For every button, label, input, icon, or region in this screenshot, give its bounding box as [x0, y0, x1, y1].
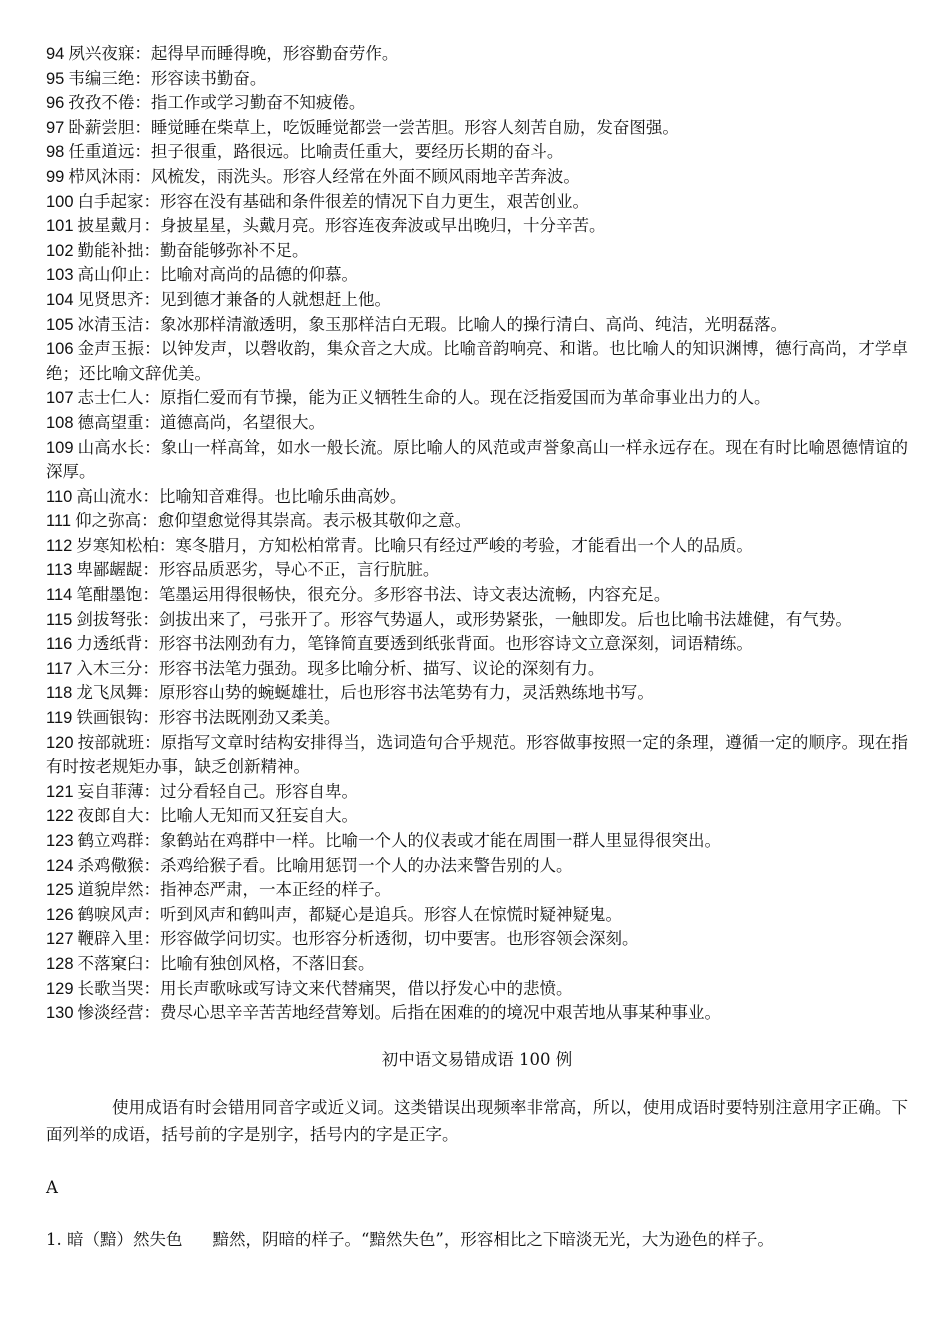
entry-number: 96	[46, 94, 65, 113]
idiom-entry	[46, 1001, 908, 1026]
entry-text: 栉风沐雨：风梳发，雨洗头。形容人经常在外面不顾风雨地辛苦奔波。	[68, 166, 580, 186]
idiom-entry	[46, 485, 908, 510]
idiom-entry	[46, 116, 908, 141]
entry-number: 109	[46, 438, 74, 457]
entry-number: 120	[46, 733, 74, 752]
entry-text: 夜郎自大：比喻人无知而又狂妄自大。	[77, 806, 359, 826]
idiom-entry	[46, 804, 908, 829]
entry-number: 115	[46, 610, 73, 629]
entry-text: 鞭辟入里：形容做学问切实。也形容分析透彻，切中要害。也形容领会深刻。	[77, 929, 639, 949]
idiom-entry	[46, 165, 908, 190]
entry-text: 不落窠臼：比喻有独创风格，不落旧套。	[77, 953, 375, 973]
entry-text: 韦编三绝：形容读书勤奋。	[68, 68, 267, 88]
entry-text: 仰之弥高：愈仰望愈觉得其崇高。表示极其敬仰之意。	[75, 511, 472, 531]
entry-number: 108	[46, 413, 74, 432]
entry-text: 白手起家：形容在没有基础和条件很差的情况下自力更生，艰苦创业。	[77, 191, 590, 211]
entry-number: 105	[46, 315, 74, 334]
entry-text: 笔酣墨饱：笔墨运用得很畅快，很充分。多形容书法、诗文表达流畅，内容充足。	[76, 585, 671, 605]
entry-number: 130	[46, 1004, 74, 1023]
example-explanation: 黯然，阴暗的样子。“黯然失色”，形容相比之下暗淡无光，大为逊色的样子。	[212, 1229, 774, 1249]
entry-text: 道貌岸然：指神态严肃，一本正经的样子。	[77, 880, 392, 900]
entry-number: 95	[46, 69, 65, 88]
entry-text: 任重道远：担子很重，路很远。比喻责任重大，要经历长期的奋斗。	[68, 142, 564, 162]
idiom-entry	[46, 608, 908, 633]
idiom-entry	[46, 657, 908, 682]
document-page	[46, 42, 908, 1252]
entry-text: 卑鄙龌龊：形容品质恶劣，导心不正，言行肮脏。	[76, 560, 440, 580]
entry-text: 志士仁人：原指仁爱而有节操，能为正义牺牲生命的人。现在泛指爱国而为革命事业出力的人。	[77, 388, 771, 408]
intro-paragraph: 使用成语有时会错用同音字或近义词。这类错误出现频率非常高，所以，使用成语时要特别注意用字正确。下面列举的成语，括号前的字是别字，括号内的字是正字。	[46, 1097, 908, 1144]
idiom-entry	[46, 534, 908, 559]
entry-text: 铁画银钩：形容书法既刚劲又柔美。	[76, 708, 341, 728]
entry-text: 披星戴月：身披星星，头戴月亮。形容连夜奔波或早出晚归，十分辛苦。	[77, 216, 606, 236]
entry-text: 山高水长：象山一样高耸，如水一般长流。原比喻人的风范或声誉象高山一样永远存在。现在有时比喻恩德情谊的深厚。	[46, 437, 908, 482]
entry-text: 剑拔弩张：剑拔出来了，弓张开了。形容气势逼人，或形势紧张，一触即发。后也比喻书法雄健，有气势。	[76, 609, 852, 629]
entry-number: 102	[46, 241, 74, 260]
entry-text: 德高望重：道德高尚，名望很大。	[77, 412, 326, 432]
idiom-entry	[46, 386, 908, 411]
idiom-entry	[46, 854, 908, 879]
idiom-list	[46, 42, 908, 1026]
entry-text: 鹤立鸡群：象鹤站在鸡群中一样。比喻一个人的仪表或才能在周围一群人里显得很突出。	[77, 831, 722, 850]
entry-number: 101	[46, 217, 74, 236]
entry-text: 妄自菲薄：过分看轻自己。形容自卑。	[77, 781, 359, 801]
idiom-entry	[46, 829, 908, 854]
entry-number: 111	[46, 512, 72, 531]
entry-number: 104	[46, 290, 74, 309]
entry-number: 129	[46, 979, 74, 998]
idiom-entry	[46, 67, 908, 92]
section-title: 初中语文易错成语 100 例	[381, 1049, 573, 1069]
entry-number: 99	[46, 167, 65, 186]
idiom-entry	[46, 190, 908, 215]
entry-text: 力透纸背：形容书法刚劲有力，笔锋简直要透到纸张背面。也形容诗文立意深刻，词语精练。	[76, 634, 753, 654]
example-item	[46, 1228, 908, 1252]
idiom-entry	[46, 140, 908, 165]
idiom-entry	[46, 632, 908, 657]
entry-number: 110	[46, 487, 73, 506]
idiom-entry	[46, 927, 908, 952]
entry-number: 100	[46, 192, 74, 211]
idiom-entry	[46, 91, 908, 116]
entry-text: 按部就班：原指写文章时结构安排得当，选词造句合乎规范。形容做事按照一定的条理，遵循一定的顺序。现在指有时按老规矩办事，缺乏创新精神。	[46, 732, 908, 777]
entry-number: 117	[46, 659, 73, 678]
entry-number: 112	[46, 536, 73, 555]
entry-text: 卧薪尝胆：睡觉睡在柴草上，吃饭睡觉都尝一尝苦胆。形容人刻苦自励，发奋图强。	[68, 117, 679, 137]
idiom-entry	[46, 903, 908, 928]
entry-number: 94	[46, 45, 65, 63]
section-letter: A	[46, 1177, 58, 1197]
entry-number: 106	[46, 340, 74, 359]
entry-number: 103	[46, 266, 74, 285]
entry-text: 鹤唳风声：听到风声和鹤叫声，都疑心是追兵。形容人在惊慌时疑神疑鬼。	[77, 904, 623, 924]
entry-text: 入木三分：形容书法笔力强劲。现多比喻分析、描写、议论的深刻有力。	[76, 658, 605, 678]
idiom-entry	[46, 436, 908, 485]
entry-text: 孜孜不倦：指工作或学习勤奋不知疲倦。	[68, 93, 366, 113]
idiom-entry	[46, 977, 908, 1002]
entry-text: 惨淡经营：费尽心思辛辛苦苦地经营筹划。后指在困难的的境况中艰苦地从事某种事业。	[77, 1003, 722, 1023]
entry-number: 116	[46, 635, 73, 654]
entry-text: 长歌当哭：用长声歌咏或写诗文来代替痛哭，借以抒发心中的悲愤。	[77, 978, 573, 998]
entry-number: 127	[46, 930, 74, 949]
entry-number: 119	[46, 709, 73, 728]
entry-text: 高山仰止：比喻对高尚的品德的仰慕。	[77, 265, 359, 285]
entry-number: 118	[46, 684, 73, 703]
idiom-entry	[46, 239, 908, 264]
entry-text: 岁寒知松柏：寒冬腊月，方知松柏常青。比喻只有经过严峻的考验，才能看出一个人的品质。	[76, 535, 753, 555]
idiom-entry	[46, 780, 908, 805]
entry-text: 杀鸡儆猴：杀鸡给猴子看。比喻用惩罚一个人的办法来警告别的人。	[77, 855, 573, 875]
entry-number: 97	[46, 118, 65, 137]
entry-text: 龙飞凤舞：原形容山势的蜿蜒雄壮，后也形容书法笔势有力，灵活熟练地书写。	[76, 683, 654, 703]
entry-number: 107	[46, 389, 74, 408]
entry-text: 高山流水：比喻知音难得。也比喻乐曲高妙。	[76, 486, 407, 506]
idiom-entry	[46, 42, 908, 67]
idiom-entry	[46, 878, 908, 903]
entry-text: 勤能补拙：勤奋能够弥补不足。	[77, 240, 309, 260]
entry-number: 123	[46, 832, 74, 850]
entry-text: 见贤思齐：见到德才兼备的人就想赶上他。	[77, 289, 392, 309]
entry-text: 夙兴夜寐：起得早而睡得晚，形容勤奋劳作。	[68, 44, 399, 63]
idiom-entry	[46, 288, 908, 313]
entry-number: 125	[46, 881, 74, 900]
idiom-entry	[46, 337, 908, 386]
idiom-entry	[46, 558, 908, 583]
entry-text: 冰清玉洁：象冰那样清澈透明，象玉那样洁白无瑕。比喻人的操行清白、高尚、纯洁，光明磊落。	[77, 314, 788, 334]
entry-number: 121	[46, 782, 74, 801]
idiom-entry	[46, 509, 908, 534]
idiom-entry	[46, 731, 908, 780]
entry-number: 126	[46, 905, 74, 924]
entry-number: 114	[46, 586, 73, 605]
idiom-entry	[46, 411, 908, 436]
idiom-entry	[46, 263, 908, 288]
entry-number: 122	[46, 807, 74, 826]
entry-number: 98	[46, 143, 65, 162]
entry-number: 128	[46, 954, 74, 973]
entry-number: 124	[46, 856, 74, 875]
idiom-entry	[46, 952, 908, 977]
entry-number: 113	[46, 561, 73, 580]
example-term: 1. 暗（黯）然失色	[46, 1229, 183, 1249]
idiom-entry	[46, 706, 908, 731]
idiom-entry	[46, 583, 908, 608]
idiom-entry	[46, 313, 908, 338]
idiom-entry	[46, 681, 908, 706]
entry-text: 金声玉振：以钟发声，以磬收韵，集众音之大成。比喻音韵响亮、和谐。也比喻人的知识渊博，德行高尚，才学卓绝；还比喻文辞优美。	[46, 339, 908, 383]
idiom-entry	[46, 214, 908, 239]
